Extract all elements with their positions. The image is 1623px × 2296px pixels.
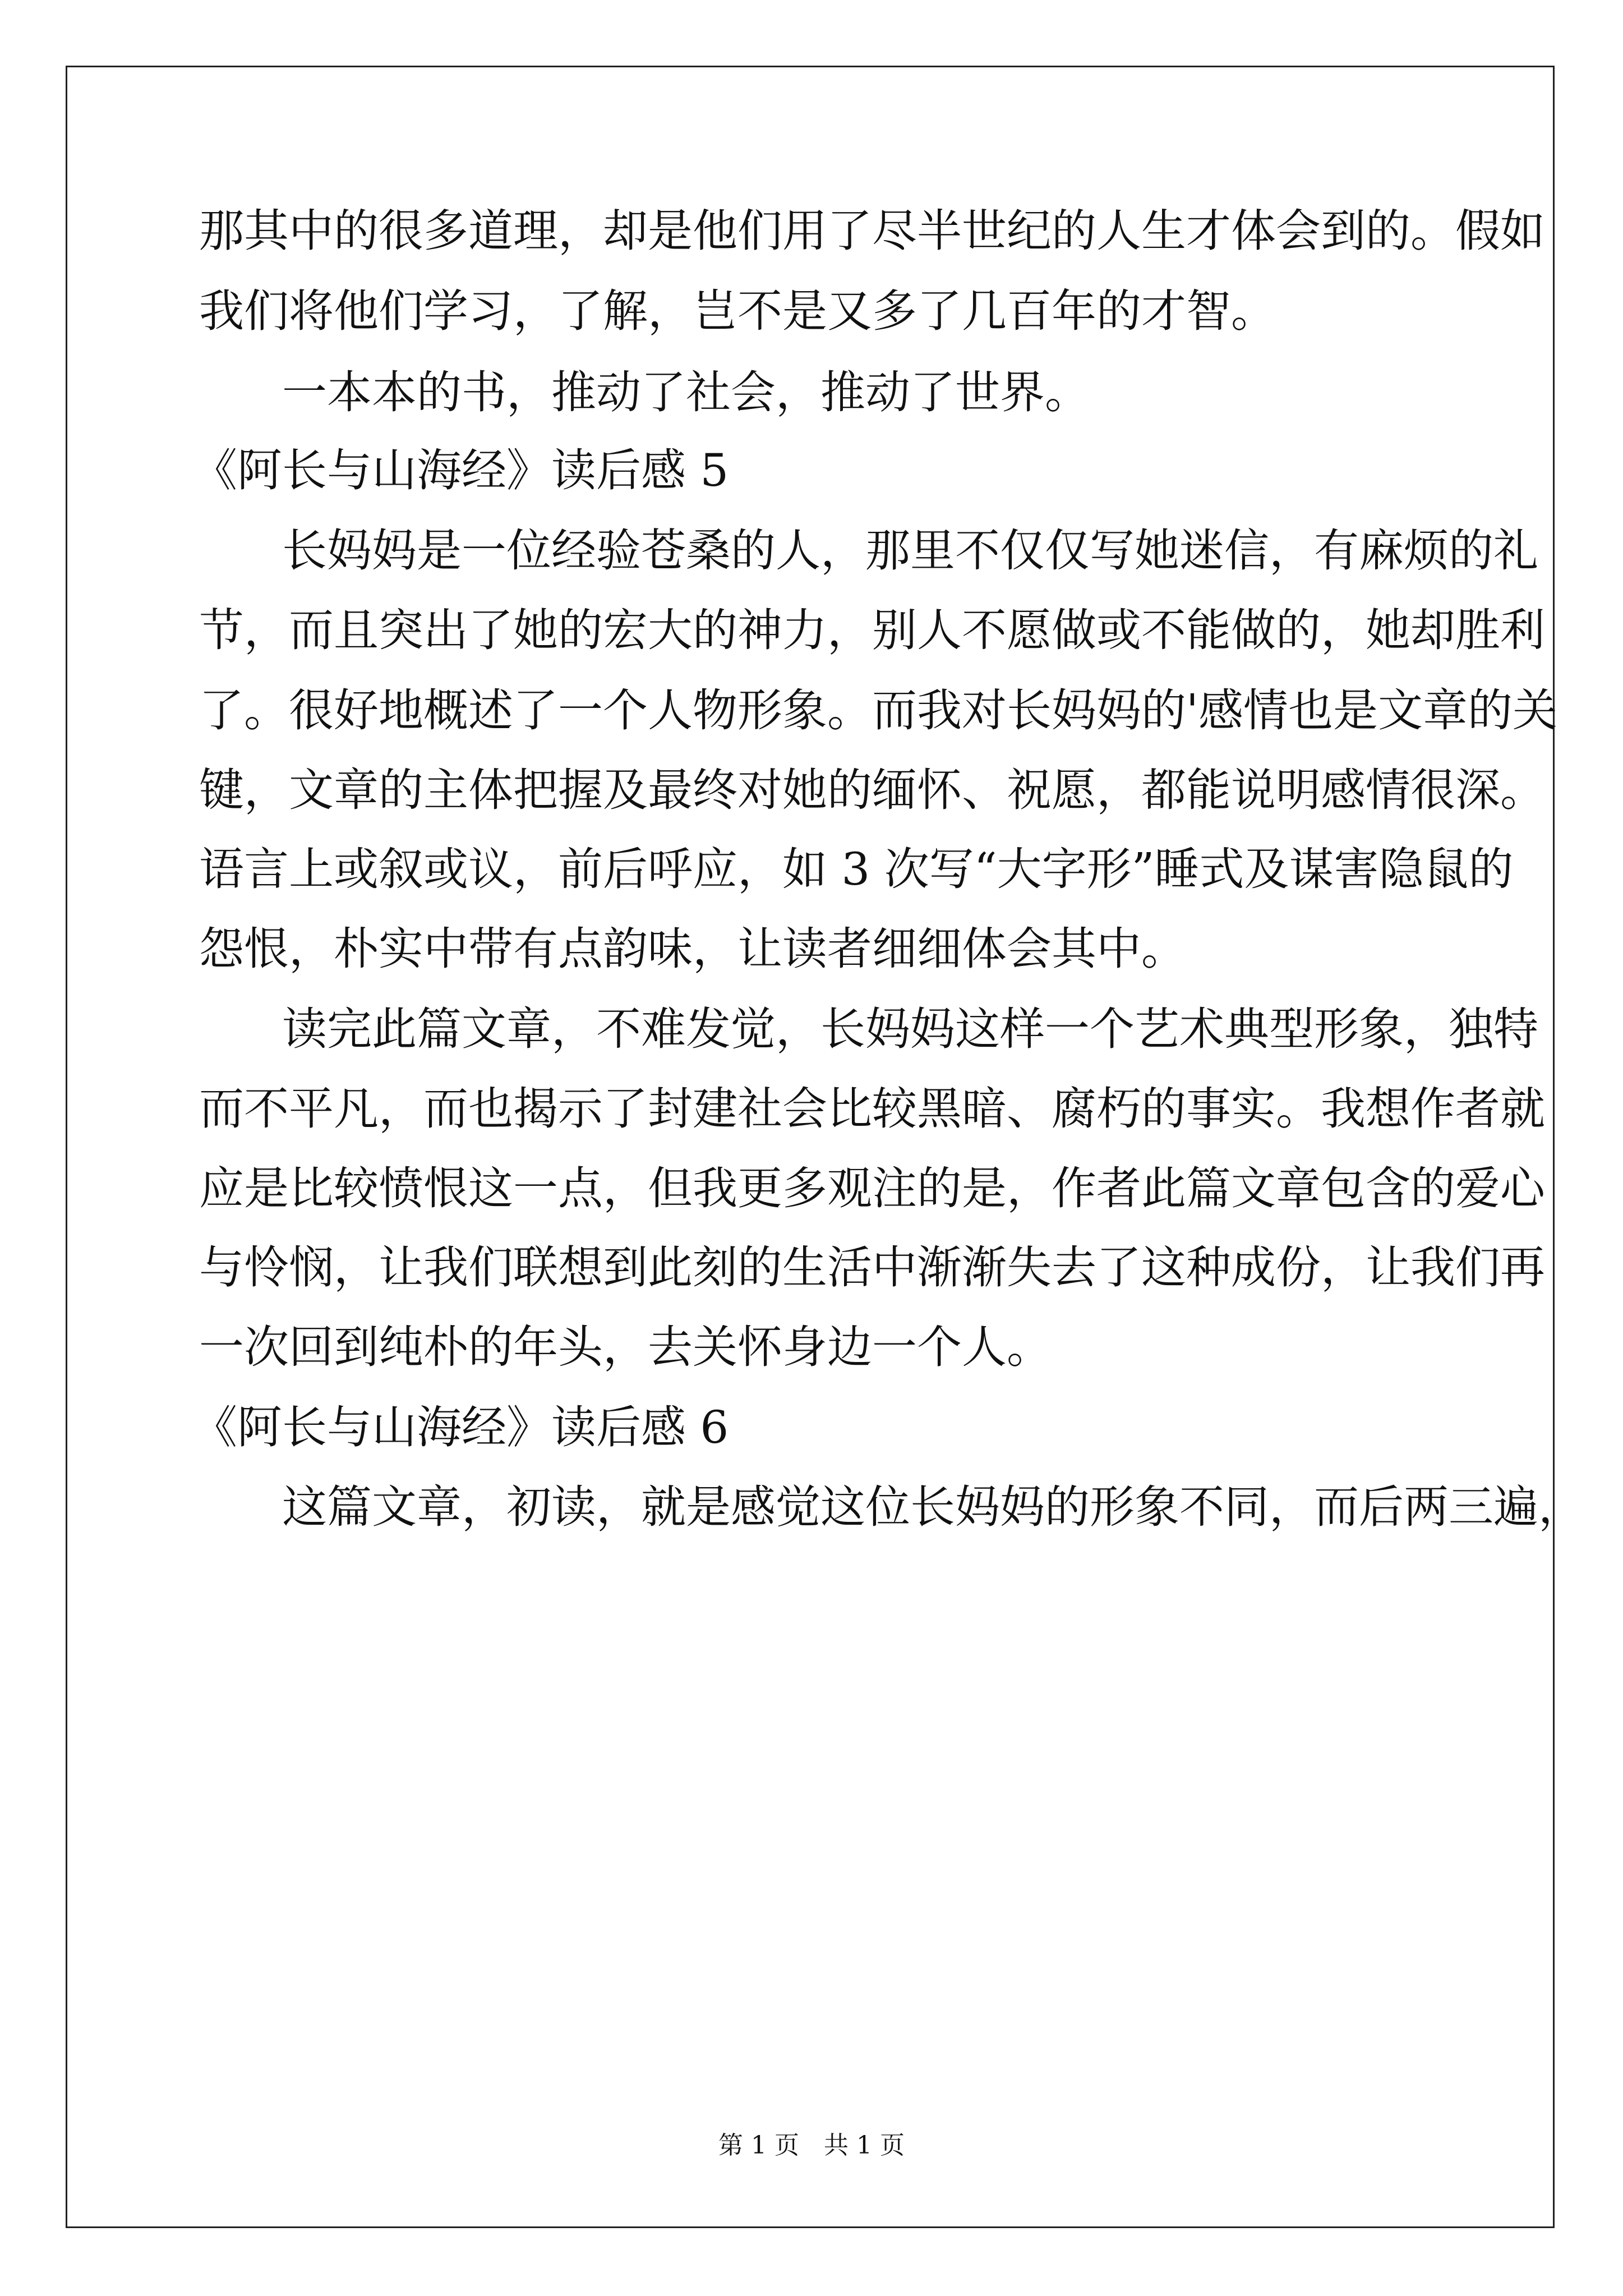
body-text-line: 读完此篇文章，不难发觉，长妈妈这样一个艺术典型形象，独特: [282, 1003, 1538, 1055]
section-heading: 《阿长与山海经》读后感 5: [192, 444, 729, 496]
body-text-line: 键，文章的主体把握及最终对她的缅怀、祝愿，都能说明感情很深。: [199, 764, 1545, 816]
body-text-line: 节，而且突出了她的宏大的神力，别人不愿做或不能做的，她却胜利: [199, 604, 1545, 656]
body-text-line: 那其中的很多道理，却是他们用了尽半世纪的人生才体会到的。假如: [199, 205, 1545, 257]
body-text-line: 了。很好地概述了一个人物形象。而我对长妈妈的'感情也是文章的关: [199, 684, 1557, 737]
body-text-line: 语言上或叙或议，前后呼应，如 3 次写“大字形”睡式及谋害隐鼠的: [199, 843, 1514, 895]
body-text-line: 与怜悯，让我们联想到此刻的生活中渐渐失去了这种成份，让我们再: [199, 1241, 1545, 1294]
body-text-line: 怨恨，朴实中带有点韵味，让读者细细体会其中。: [199, 923, 1186, 975]
body-text-line: 一本本的书，推动了社会，推动了世界。: [282, 366, 1090, 418]
body-text-line: 应是比较愤恨这一点，但我更多观注的是，作者此篇文章包含的爱心: [199, 1162, 1545, 1214]
body-text-line: 长妈妈是一位经验苍桑的人，那里不仅仅写她迷信，有麻烦的礼: [282, 524, 1538, 577]
body-text-line: 一次回到纯朴的年头，去关怀身边一个人。: [199, 1321, 1052, 1373]
body-text-line: 这篇文章，初读，就是感觉这位长妈妈的形象不同，而后两三遍，: [282, 1481, 1583, 1533]
section-heading: 《阿长与山海经》读后感 6: [192, 1401, 729, 1453]
page-number-footer: 第 1 页 共 1 页: [718, 2131, 905, 2160]
body-text-line: 我们将他们学习，了解，岂不是又多了几百年的才智。: [199, 285, 1276, 337]
body-text-line: 而不平凡，而也揭示了封建社会比较黑暗、腐朽的事实。我想作者就: [199, 1083, 1545, 1135]
